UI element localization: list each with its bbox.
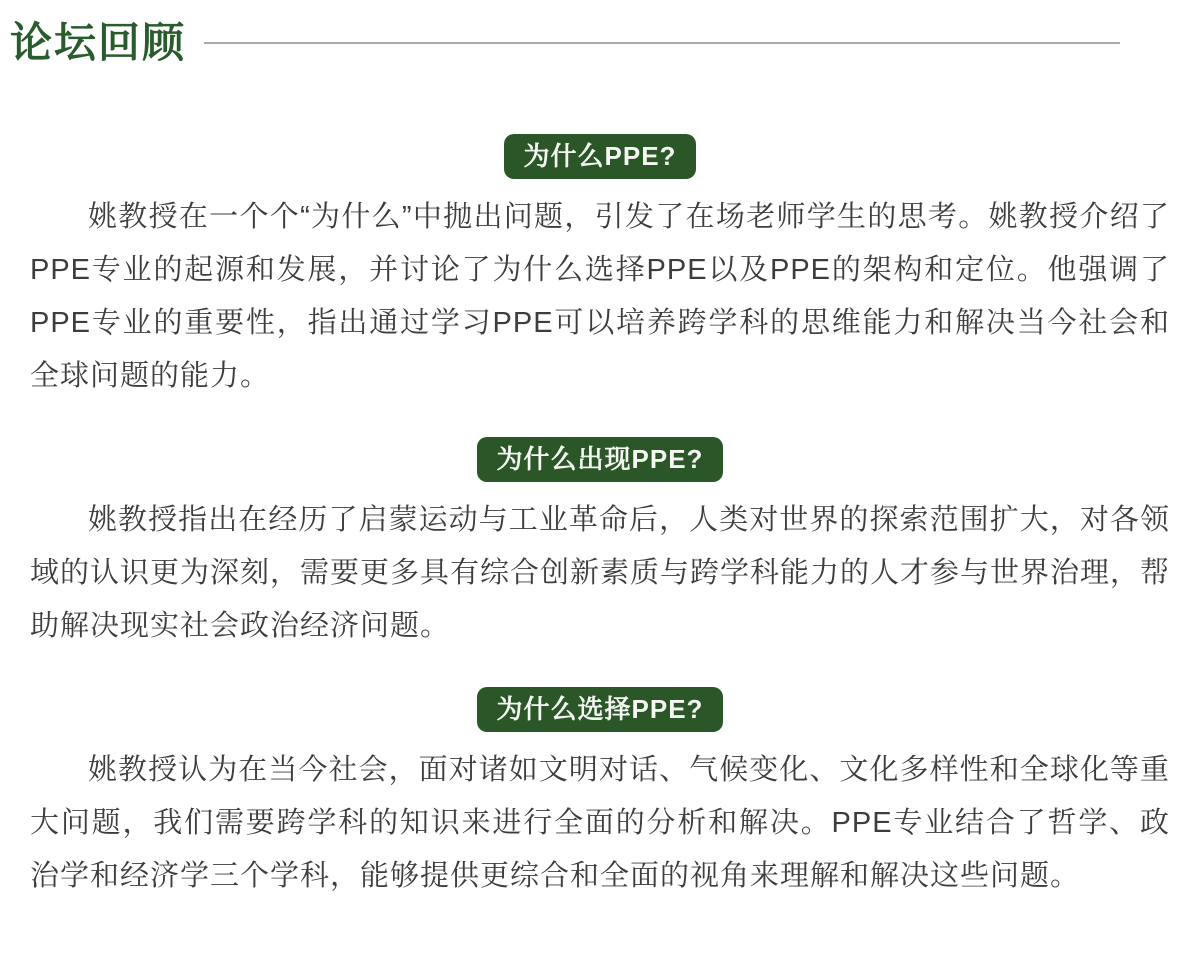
badge-row — [30, 134, 1170, 179]
article-content — [0, 134, 1200, 903]
article-header — [0, 20, 1200, 66]
section-paragraph: 姚教授认为在当今社会，面对诸如文明对话、气候变化、文化多样性和全球化等重大问题，我们需要跨学科的知识来进行全面的分析和解决。PPE专业结合了哲学、政治学和经济学三个学科，能够提供更综合和全面的视角来理解和解决这些问题。 — [30, 754, 1170, 893]
page-title: 论坛回顾 — [10, 19, 187, 66]
section-why-choose-ppe — [30, 687, 1170, 903]
section-why-ppe-emerged — [30, 437, 1170, 653]
section-badge: 为什么PPE? — [504, 134, 697, 179]
title-divider — [204, 42, 1120, 44]
section-why-ppe — [30, 134, 1170, 403]
badge-row — [30, 687, 1170, 732]
section-paragraph: 姚教授指出在经历了启蒙运动与工业革命后，人类对世界的探索范围扩大，对各领域的认识更为深刻，需要更多具有综合创新素质与跨学科能力的人才参与世界治理，帮助解决现实社会政治经济问题。 — [30, 504, 1171, 643]
section-badge: 为什么出现PPE? — [477, 437, 724, 482]
section-paragraph: 姚教授在一个个“为什么”中抛出问题，引发了在场老师学生的思考。姚教授介绍了PPE专业的起源和发展，并讨论了为什么选择PPE以及PPE的架构和定位。他强调了PPE专业的重要性，指出通过学习PPE可以培养跨学科的思维能力和解决当今社会和全球问题的能力。 — [30, 201, 1170, 393]
badge-row — [30, 437, 1170, 482]
section-badge: 为什么选择PPE? — [477, 687, 724, 732]
